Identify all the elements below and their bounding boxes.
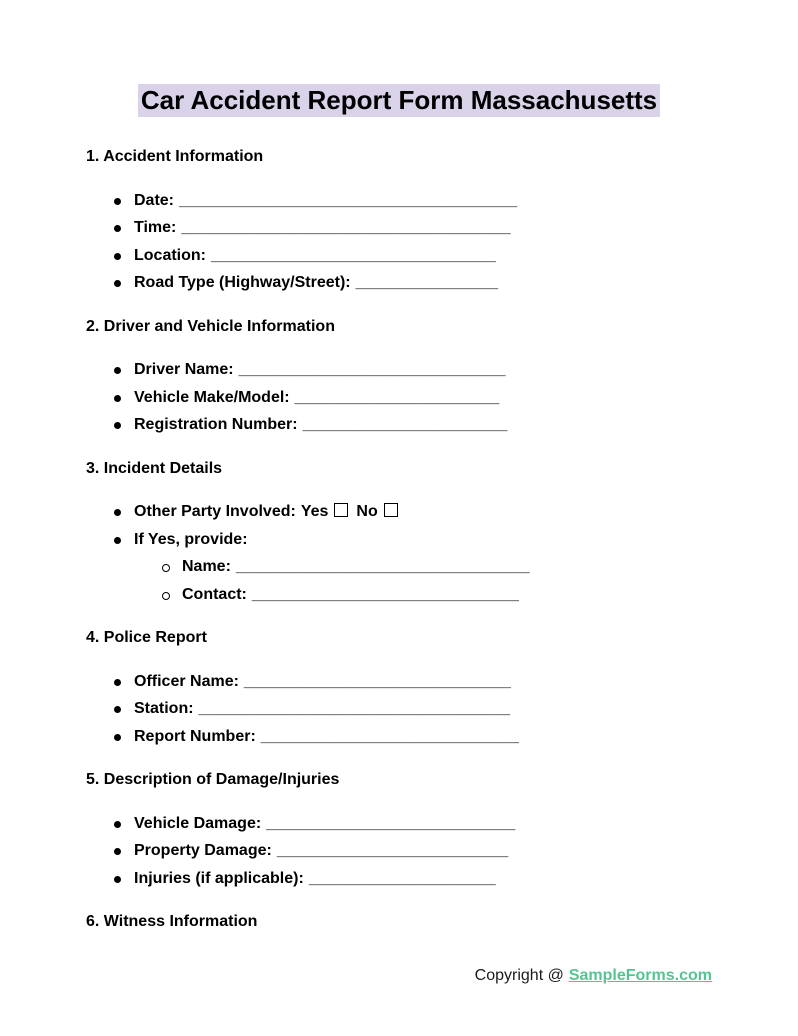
field-label: Injuries (if applicable): — [134, 869, 304, 887]
section-witness-information — [86, 912, 712, 932]
field-label: Vehicle Damage: — [134, 814, 262, 832]
blank-line: _______________________ — [294, 388, 500, 406]
list-item — [86, 699, 712, 727]
blank-line: __________________________ — [276, 842, 509, 859]
bullet-icon — [114, 395, 121, 402]
bullet-icon — [114, 509, 121, 516]
field-label: Property Damage: — [134, 842, 272, 859]
field-label: Road Type (Highway/Street): — [134, 274, 351, 291]
circle-bullet-icon — [162, 592, 170, 600]
blank-line: ____________________________ — [266, 814, 516, 832]
section-heading-6: 6. Witness Information — [86, 913, 258, 930]
list-item — [86, 814, 712, 842]
list-item — [86, 360, 712, 388]
list-item — [86, 727, 712, 755]
bullet-icon — [114, 679, 121, 686]
sampleforms-link[interactable]: SampleForms.com — [568, 967, 712, 984]
list-item — [86, 841, 712, 869]
list-item — [86, 218, 712, 246]
section-1-list — [86, 191, 712, 301]
footer — [86, 966, 712, 986]
section-heading-1: 1. Accident Information — [86, 148, 264, 165]
bullet-icon — [114, 367, 121, 374]
yes-label: Yes — [300, 503, 329, 520]
section-5-list — [86, 814, 712, 897]
blank-line: ______________________________ — [243, 672, 511, 690]
document-page — [86, 0, 712, 986]
circle-bullet-icon — [162, 564, 170, 572]
field-label: Name: — [182, 558, 231, 575]
bullet-icon — [114, 734, 121, 741]
section-police-report — [86, 628, 712, 754]
section-heading-5: 5. Description of Damage/Injuries — [86, 771, 340, 788]
blank-line: _________________________________ — [235, 558, 530, 575]
section-incident-details — [86, 459, 712, 613]
list-item — [86, 246, 712, 274]
list-item — [86, 191, 712, 219]
copyright-text: Copyright @ — [474, 967, 564, 984]
section-heading-3: 3. Incident Details — [86, 459, 223, 477]
section-2-list — [86, 360, 712, 443]
section-3-list — [86, 502, 712, 612]
field-label: Station: — [134, 700, 194, 717]
no-label: No — [356, 503, 378, 520]
field-label: Report Number: — [134, 727, 256, 745]
section-heading-4: 4. Police Report — [86, 629, 207, 646]
bullet-icon — [114, 422, 121, 429]
bullet-icon — [114, 821, 121, 828]
yes-checkbox-icon — [334, 503, 348, 517]
section-heading-2: 2. Driver and Vehicle Information — [86, 317, 335, 335]
section-damage-injuries — [86, 770, 712, 896]
bullet-icon — [114, 876, 121, 883]
section-4-list — [86, 672, 712, 755]
blank-line: _____________________________________ — [181, 219, 511, 236]
list-item — [86, 273, 712, 301]
title-row — [86, 0, 712, 117]
field-label: Contact: — [182, 585, 247, 603]
blank-line: ______________________________________ — [179, 191, 518, 209]
blank-line: ______________________________ — [251, 585, 519, 603]
bullet-icon — [114, 253, 121, 260]
section-accident-information — [86, 147, 712, 301]
field-label: Driver Name: — [134, 361, 234, 378]
blank-line: _____________________ — [308, 869, 496, 887]
section-driver-vehicle-information — [86, 317, 712, 443]
list-item — [86, 530, 712, 558]
blank-line: _______________________ — [302, 416, 508, 433]
bullet-icon — [114, 280, 121, 287]
list-item — [86, 388, 712, 416]
list-item — [86, 502, 712, 530]
blank-line: ________________ — [355, 274, 498, 291]
field-label: Other Party Involved: — [134, 503, 296, 520]
bullet-icon — [114, 706, 121, 713]
document-title: Car Accident Report Form Massachusetts — [138, 84, 660, 117]
bullet-icon — [114, 225, 121, 232]
field-label: If Yes, provide: — [134, 530, 248, 548]
list-item — [86, 585, 712, 613]
bullet-icon — [114, 198, 121, 205]
blank-line: ______________________________ — [238, 361, 506, 378]
list-item — [86, 869, 712, 897]
blank-line: ___________________________________ — [198, 700, 510, 717]
blank-line: _____________________________ — [260, 727, 519, 745]
field-label: Vehicle Make/Model: — [134, 388, 290, 406]
field-label: Date: — [134, 191, 175, 209]
field-label: Time: — [134, 219, 177, 236]
blank-line: ________________________________ — [211, 246, 496, 264]
list-item — [86, 415, 712, 443]
field-label: Registration Number: — [134, 416, 298, 433]
field-label: Officer Name: — [134, 672, 239, 690]
bullet-icon — [114, 848, 121, 855]
field-label: Location: — [134, 246, 206, 264]
no-checkbox-icon — [384, 503, 398, 517]
list-item — [86, 557, 712, 585]
list-item — [86, 672, 712, 700]
bullet-icon — [114, 537, 121, 544]
